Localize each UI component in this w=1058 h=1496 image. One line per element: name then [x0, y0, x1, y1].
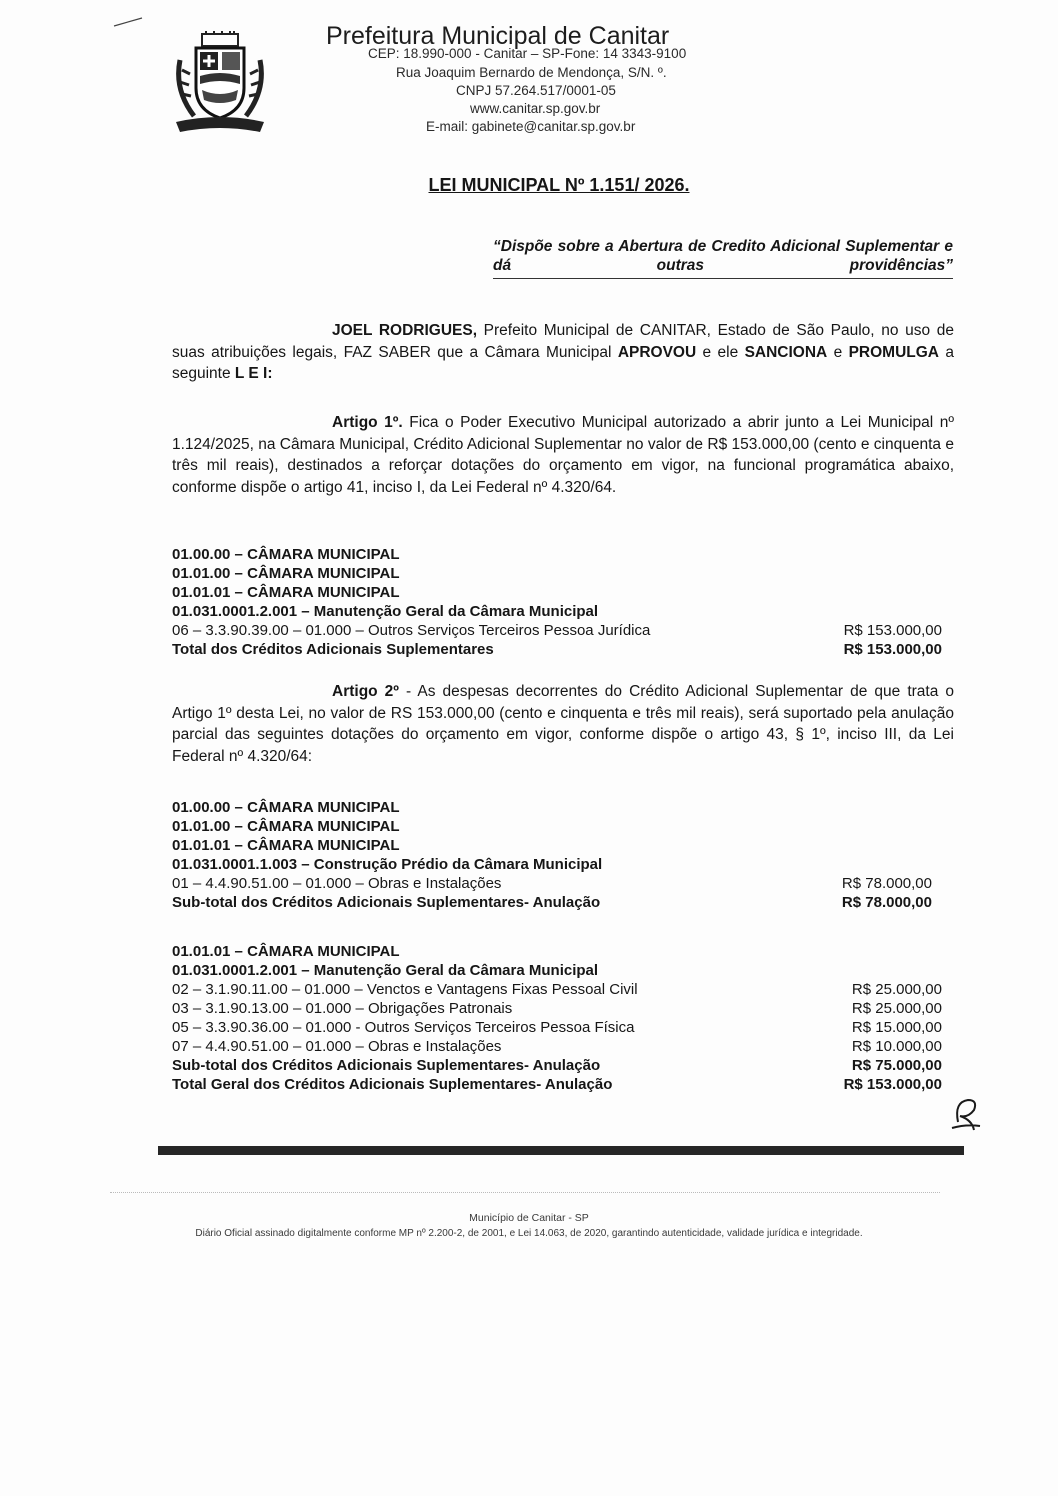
- footer-divider: [110, 1192, 940, 1193]
- mayor-name: JOEL RODRIGUES,: [332, 322, 478, 339]
- budget-block-3: [172, 942, 942, 1094]
- contact-line: CEP: 18.990-000 - Canitar – SP-Fone: 14 3343-9100: [368, 46, 687, 61]
- amount: R$ 78.000,00: [841, 894, 932, 911]
- budget-line: 01.031.0001.2.001 – Manutenção Geral da Câmara Municipal: [172, 603, 599, 620]
- budget-item: 02 – 3.1.90.11.00 – 01.000 – Venctos e Vantagens Fixas Pessoal Civil R$ 25.000,00: [172, 981, 942, 998]
- budget-line: 01.01.00 – CÂMARA MUNICIPAL: [172, 565, 400, 582]
- budget-line: 01.031.0001.2.001 – Manutenção Geral da Câmara Municipal: [172, 962, 599, 979]
- scan-mark: [112, 14, 148, 30]
- contact-line: E-mail: gabinete@canitar.sp.gov.br: [426, 119, 636, 134]
- budget-grand-total: Total Geral dos Créditos Adicionais Suplementares- Anulação R$ 153.000,00: [172, 1076, 942, 1093]
- preamble: JOEL RODRIGUES, Prefeito Municipal de CANITAR, Estado de São Paulo, no uso de suas atribuições legais, FAZ SABER que a Câmara Municipal APROVOU e ele SANCIONA e PROMULGA a seguinte L E I:: [172, 322, 954, 382]
- footer-municipality: Município de Canitar - SP: [469, 1212, 589, 1224]
- amount: R$ 153.000,00: [843, 1076, 942, 1093]
- budget-line: 01.031.0001.1.003 – Construção Prédio da Câmara Municipal: [172, 856, 603, 873]
- article-label: Artigo 2º: [332, 683, 399, 700]
- budget-line: 01.00.00 – CÂMARA MUNICIPAL: [172, 546, 400, 563]
- budget-line: 01.00.00 – CÂMARA MUNICIPAL: [172, 799, 400, 816]
- budget-item: 05 – 3.3.90.36.00 – 01.000 - Outros Serviços Terceiros Pessoa Física R$ 15.000,00: [172, 1019, 942, 1036]
- ementa-underline: [493, 278, 953, 279]
- article-1: Artigo 1º. Fica o Poder Executivo Municipal autorizado a abrir junto a Lei Municipal nº 1.124/2025, na Câmara Municipal, Crédito Adicional Suplementar no valor de R$ 153.000,00 (cento e cinquenta e três mil reais), destinados a reforçar dotações do orçamento em vigor, na funcional programática abaixo, conforme dispõe o artigo 41, inciso I, da Lei Federal nº 4.320/64.: [172, 414, 954, 496]
- ementa: “Dispõe sobre a Abertura de Credito Adicional Suplementar e dá outras providências”: [493, 238, 953, 274]
- budget-subtotal: Sub-total dos Créditos Adicionais Suplementares- Anulação R$ 78.000,00: [172, 894, 932, 911]
- amount: R$ 153.000,00: [843, 622, 942, 639]
- amount: R$ 75.000,00: [851, 1057, 942, 1074]
- organization-name: Prefeitura Municipal de Canitar: [326, 22, 670, 50]
- amount: R$ 153.000,00: [843, 641, 942, 658]
- contact-line: www.canitar.sp.gov.br: [470, 101, 601, 116]
- amount: R$ 10.000,00: [851, 1038, 942, 1055]
- budget-item: 06 – 3.3.90.39.00 – 01.000 – Outros Serviços Terceiros Pessoa Jurídica R$ 153.000,00: [172, 622, 942, 639]
- amount: R$ 25.000,00: [851, 981, 942, 998]
- budget-line: 01.01.01 – CÂMARA MUNICIPAL: [172, 584, 400, 601]
- article-label: Artigo 1º.: [332, 414, 403, 431]
- law-title: [0, 175, 1058, 196]
- article-2: Artigo 2º - As despesas decorrentes do Crédito Adicional Suplementar de que trata o Artigo 1º desta Lei, no valor de RS 153.000,00 (cento e cinquenta e três mil reais), será suportado pela anulação parcial das seguintes dotações do orçamento em vigor, conforme dispõe o artigo 43, § 1º, inciso III, da Lei Federal nº 4.320/64:: [172, 683, 955, 765]
- footer-rule: [158, 1146, 964, 1155]
- coat-of-arms-icon: [172, 30, 268, 138]
- footer-signature-notice: Diário Oficial assinado digitalmente conforme MP nº 2.200-2, de 2001, e Lei 14.063, de 2020, garantindo autenticidade, validade jurídica e integridade.: [195, 1228, 863, 1239]
- budget-block-1: [172, 545, 942, 659]
- budget-block-2: [172, 798, 932, 912]
- budget-line: 01.01.01 – CÂMARA MUNICIPAL: [172, 837, 400, 854]
- budget-subtotal: Sub-total dos Créditos Adicionais Suplementares- Anulação R$ 75.000,00: [172, 1057, 942, 1074]
- budget-item: 01 – 4.4.90.51.00 – 01.000 – Obras e Instalações R$ 78.000,00: [172, 875, 932, 892]
- amount: R$ 25.000,00: [851, 1000, 942, 1017]
- amount: R$ 15.000,00: [851, 1019, 942, 1036]
- budget-total: Total dos Créditos Adicionais Suplementares R$ 153.000,00: [172, 641, 942, 658]
- contact-line: CNPJ 57.264.517/0001-05: [456, 83, 616, 98]
- budget-line: 01.01.01 – CÂMARA MUNICIPAL: [172, 943, 400, 960]
- budget-line: 01.01.00 – CÂMARA MUNICIPAL: [172, 818, 400, 835]
- budget-item: 07 – 4.4.90.51.00 – 01.000 – Obras e Instalações R$ 10.000,00: [172, 1038, 942, 1055]
- contact-line: Rua Joaquim Bernardo de Mendonça, S/N. º.: [396, 65, 667, 80]
- law-title-text: LEI MUNICIPAL Nº 1.151/ 2026.: [428, 175, 690, 195]
- budget-item: 03 – 3.1.90.13.00 – 01.000 – Obrigações Patronais R$ 25.000,00: [172, 1000, 942, 1017]
- signature-mark: [948, 1092, 984, 1132]
- amount: R$ 78.000,00: [841, 875, 932, 892]
